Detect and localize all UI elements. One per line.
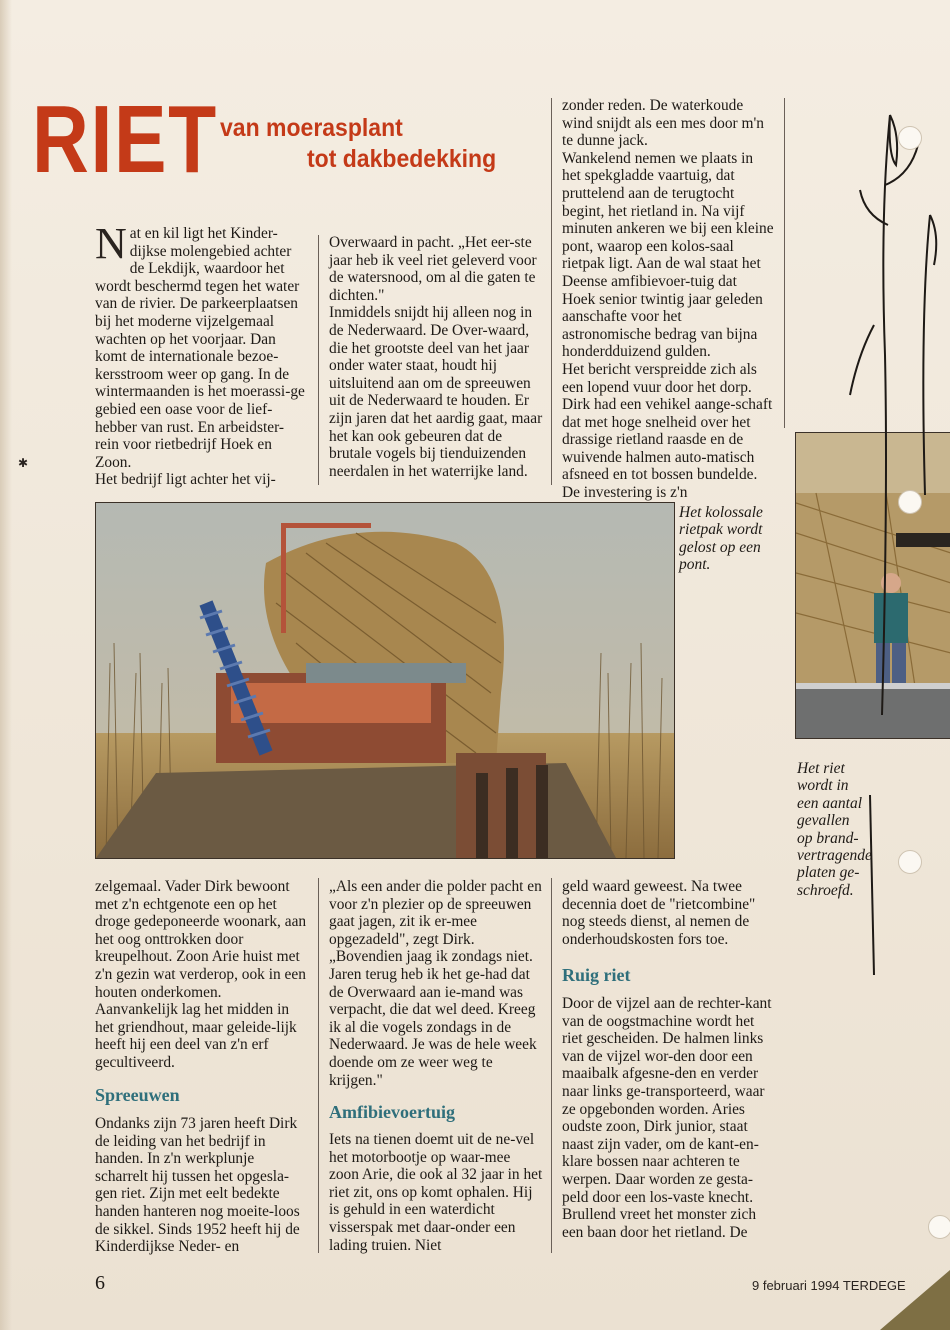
punch-hole: [898, 126, 922, 150]
harvester-illustration: [96, 503, 674, 858]
paragraph: zonder reden. De waterkoude wind snijdt als een mes door m'n te dunne jack.: [562, 97, 764, 150]
column-rule: [318, 878, 319, 1253]
page-title: RIET: [32, 86, 218, 193]
ink-speck: ✱: [18, 456, 29, 470]
intro-column-3: [562, 97, 774, 502]
punch-hole: [898, 850, 922, 874]
lower-column-1-cont: [95, 1115, 307, 1256]
paragraph: Wankelend nemen we plaats in het spekgladde vaartuig, dat pruttelend aan de terugtocht begint, het rietland in. Na vijf minuten ankeren we bij een kleine pont, waarop een kolos-saal rietpak ligt. Aan de wal staat het Deense amfibievoer-tuig dat Hoek senior twintig jaar geleden aanschafte voor het astronomische bedrag van bijna honderdduizend gulden.: [562, 149, 774, 361]
punch-hole: [928, 1215, 950, 1239]
punch-hole: [898, 490, 922, 514]
heading-ruig-riet: Ruig riet: [562, 965, 631, 985]
paragraph: geld waard geweest. Na twee decennia doet de "rietcombine" nog steeds dienst, al nemen de onderhoudskosten fors toe.: [562, 878, 756, 948]
intro-text: at en kil ligt het Kinder-dijkse molengebied achter de Lekdijk, waardoor het wordt beschermd tegen het water van de rivier. De parkeerplaatsen bij het moderne vijzelgemaal wachten op het voorjaar. Dan komt de internationale bezoe-kersstroom weer op gang. In de wintermaanden is het moerassi-ge gebied een oase voor de lief-hebber van rust. En arbeidster-rein voor rietbedrijf Hoek en Zoon.: [95, 225, 305, 471]
folded-corner: [880, 1270, 950, 1330]
photo-caption-main: Het kolossale rietpak wordt gelost op een pont.: [679, 504, 763, 574]
paragraph: Het bericht verspreidde zich als een lopend vuur door het dorp. Dirk had een vehikel aange-schaft dat met hoge snelheid over het drassige rietland raasde en de wuivende halmen auto-matisch afsneed en tot bossen bundelde. De investering is z'n: [562, 360, 773, 502]
column-rule: [551, 98, 552, 485]
paragraph: Door de vijzel aan de rechter-kant van de oogstmachine wordt het riet gescheiden. De halmen links van de vijzel wor-den door een maaibalk afgesne-den en verder naar links ge-transporteerd, waar ze opgebonden worden. Aries oudste zoon, Dirk junior, staat naast zijn vader, om de kant-en-klare bossen naar achteren te werpen. Daar worden ze gesta-peld door een los-vaste knecht. Brullend vreet het monster zich een baan door het rietland. De: [562, 995, 772, 1241]
torn-edge: [0, 0, 12, 1330]
lower-column-2-cont: [329, 1131, 543, 1254]
drop-cap: N: [95, 219, 127, 268]
lower-column-2: [329, 878, 543, 1089]
column-rule: [784, 98, 785, 428]
subtitle-line-2: tot dakbedekking: [307, 145, 497, 173]
intro-paragraph: [95, 219, 307, 471]
subtitle-line-1: van moerasplant: [220, 114, 403, 142]
paragraph: Iets na tienen doemt uit de ne-vel het motorbootje op waar-mee zoon Arie, die ook al 32 jaar in het riet zit, ons op komt ophalen. Hij is gehuld in een waterdicht visserspak met daar-onder een lading truien. Niet: [329, 1131, 543, 1254]
column-rule: [551, 878, 552, 1253]
paragraph: Ondanks zijn 73 jaren heeft Dirk de leiding van het bedrijf in handen. In z'n werkplunje scharrelt hij tussen het opgesla-gen riet. Zijn met eelt bedekte handen hanteren nog moeite-loos de sikkel. Sinds 1952 heeft hij de Kinderdijkse Neder- en: [95, 1115, 300, 1256]
intro-column-1: [95, 219, 307, 489]
column-rule: [318, 235, 319, 485]
paragraph: Het bedrijf ligt achter het vij-: [95, 471, 276, 489]
reed-sketch-drawing: [830, 95, 950, 995]
photo-reed-harvester: [95, 502, 675, 859]
heading-amfibievoertuig: Amfibievoertuig: [329, 1102, 455, 1122]
lower-column-3: [562, 878, 774, 948]
lower-column-1: [95, 878, 307, 1072]
issue-date: 9 februari 1994 TERDEGE: [752, 1278, 906, 1293]
intro-column-2: [329, 234, 543, 480]
paragraph: „Als een ander die polder pacht en voor z'n plezier op de spreeuwen gaat jagen, zit ik er-mee opgezadeld", zegt Dirk. „Bovendien jaag ik zondags niet. Jaren terug heb ik het ge-had dat de Overwaard aan ie-mand was verpacht, die dat wel deed. Kreeg ik al die vogels zondags in de Nederwaard. Je was de hele week doende om ze weer weg te krijgen.": [329, 878, 542, 1089]
photo-caption-side: Het riet wordt in een aantal gevallen op brand-vertragende platen ge-schroefd.: [797, 760, 872, 899]
paragraph: Inmiddels snijdt hij alleen nog in de Nederwaard. De Over-waard, die het grootste deel van het jaar onder water staat, houdt hij uitsluitend aan om de spreeuwen uit de Nederwaard te houden. Er zijn jaren dat het aardig gaat, maar het kan ook gebeuren dat de brutale vogels bij tienduizenden neerdalen in het waterrijke land.: [329, 304, 543, 480]
heading-spreeuwen: Spreeuwen: [95, 1085, 180, 1105]
lower-column-3-cont: [562, 995, 774, 1241]
paragraph: Overwaard in pacht. „Het eer-ste jaar heb ik veel riet geleverd voor de watersnood, om al die gaten te dichten.": [329, 234, 537, 304]
paragraph: zelgemaal. Vader Dirk bewoont met z'n echtgenote een op het droge gedeponeerde woonark, aan het oog onttrokken door kreupelhout. Zoon Arie huist met z'n gezin wat verderop, ook in een houten onderkomen. Aanvankelijk lag het midden in het griendhout, maar geleide-lijk heeft hij een deel van z'n erf gecultiveerd.: [95, 878, 307, 1071]
page-number: 6: [95, 1272, 105, 1294]
